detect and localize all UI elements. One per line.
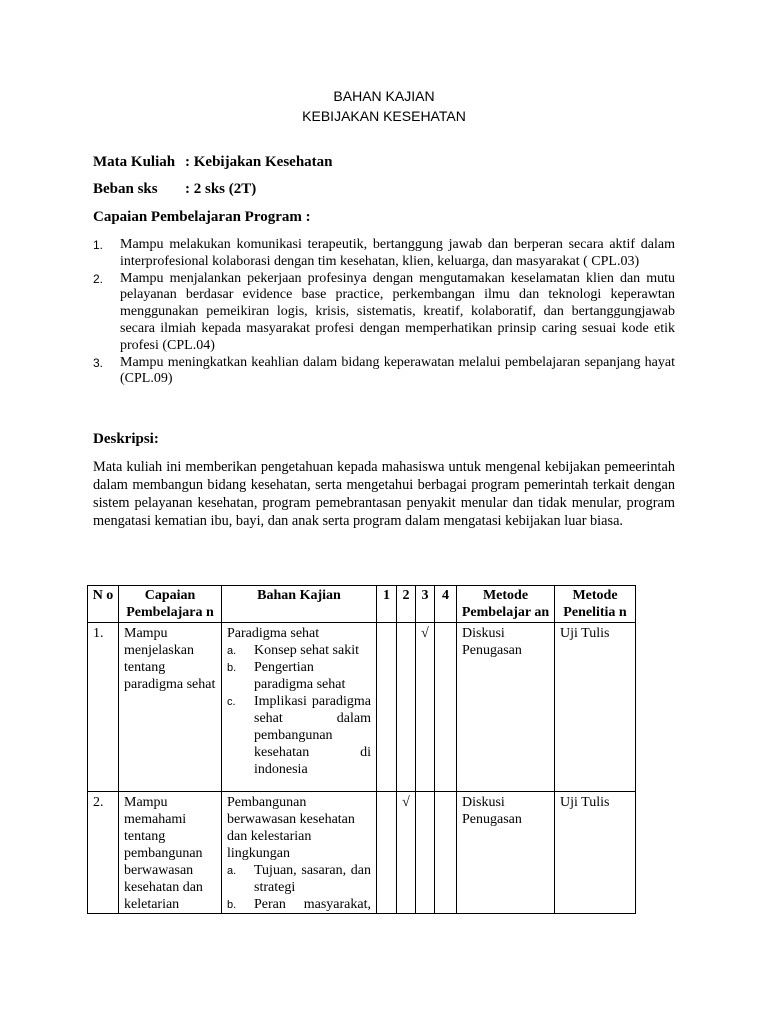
sub-item-letter: b. [227, 899, 237, 911]
sub-item-letter: a. [227, 865, 237, 877]
sub-item-letter: c. [227, 696, 236, 708]
bahan-sub-item [227, 896, 371, 913]
sub-item-text: Pengertian paradigma sehat [254, 660, 346, 692]
bahan-sub-item [227, 659, 371, 693]
header-col-2: 2 [397, 586, 416, 623]
bahan-kajian-table [87, 585, 636, 914]
sub-item-text: Peran masyarakat, [254, 897, 371, 912]
cpl-item [93, 237, 675, 271]
bahan-sub-item [227, 642, 371, 659]
cell-col-1 [377, 623, 397, 792]
cpl-item-number: 1. [93, 238, 104, 252]
cell-col-3 [416, 792, 435, 914]
course-name-label: Mata Kuliah [93, 154, 176, 170]
cell-col-1 [377, 792, 397, 914]
sub-item-letter: b. [227, 662, 237, 674]
cpl-heading: Capaian Pembelajaran Program : [93, 209, 311, 225]
cpl-item [93, 355, 675, 389]
cpl-item-text: Mampu melakukan komunikasi terapeutik, bertanggung jawab dan berperan secara aktif dalam interprofesional kolaborasi dengan tim kesehatan, klien, keluarga, dan masyarakat ( CPL.03) [120, 237, 675, 269]
cell-no: 2. [88, 792, 119, 914]
course-credits-row [93, 181, 257, 198]
description-heading: Deskripsi: [93, 431, 159, 447]
cpl-list [93, 237, 675, 388]
sub-item-text: Konsep sehat sakit [254, 643, 359, 658]
cpl-item [93, 271, 675, 355]
document-subtitle: KEBIJAKAN KESEHATAN [302, 108, 466, 124]
header-metode-penelitian: Metode Penelitia n [555, 586, 636, 623]
cell-bahan-kajian [222, 623, 377, 792]
header-no: N o [88, 586, 119, 623]
course-name-row [93, 154, 333, 171]
header-bahan-kajian: Bahan Kajian [222, 586, 377, 623]
bahan-sub-item [227, 862, 371, 896]
cell-no: 1. [88, 623, 119, 792]
header-col-1: 1 [377, 586, 397, 623]
sub-item-text: Tujuan, sasaran, dan strategi [254, 863, 371, 895]
cell-capaian: Mampu memahami tentang pembangunan berwawasan kesehatan dan keletarian [119, 792, 222, 914]
header-metode-pembelajaran: Metode Pembelajar an [457, 586, 555, 623]
cell-col-4 [435, 792, 457, 914]
cpl-item-number: 2. [93, 271, 104, 286]
sub-item-letter: a. [227, 645, 237, 657]
bahan-sub-item [227, 693, 371, 778]
document-title: BAHAN KAJIAN [333, 88, 435, 104]
header-capaian: Capaian Pembelajara n [119, 586, 222, 623]
cell-col-2 [397, 623, 416, 792]
table-row [88, 623, 636, 792]
course-credits-label: Beban sks [93, 181, 158, 197]
cell-col-2: √ [397, 792, 416, 914]
course-credits-value: : 2 sks (2T) [185, 181, 257, 197]
cell-metode-penelitian: Uji Tulis [555, 792, 636, 914]
header-col-3: 3 [416, 586, 435, 623]
header-col-4: 4 [435, 586, 457, 623]
bahan-intro: Paradigma sehat [227, 626, 320, 641]
sub-item-text: Implikasi paradigma sehat dalam pembangunan kesehatan di indonesia [254, 694, 371, 777]
table-row [88, 792, 636, 914]
cpl-item-text: Mampu meningkatkan keahlian dalam bidang keperawatan melalui pembelajaran sepanjang hayat (CPL.09) [120, 354, 675, 387]
cell-metode-pembelajaran: Diskusi Penugasan [457, 792, 555, 914]
table-header-row [88, 586, 636, 623]
bahan-intro: Pembangunan berwawasan kesehatan dan kelestarian lingkungan [227, 795, 355, 861]
course-name-value: : Kebijakan Kesehatan [185, 154, 333, 170]
cell-bahan-kajian [222, 792, 377, 914]
cell-col-3: √ [416, 623, 435, 792]
cell-col-4 [435, 623, 457, 792]
cell-metode-pembelajaran: Diskusi Penugasan [457, 623, 555, 792]
cpl-item-text: Mampu menjalankan pekerjaan profesinya dengan mengutamakan keselamatan klien dan mutu pelayanan berdasar evidence base practice, perkembangan ilmu dan teknologi keperawtan menggunakan pemeikiran logis, krisis, sistematis, kreatif, kolaboratif, dan bertanggungjawab secara ilmiah kepada masyarakat profesi dengan memperhatikan prinsip caring sesuai kode etik profesi (CPL.04) [120, 270, 675, 353]
cell-metode-penelitian: Uji Tulis [555, 623, 636, 792]
cell-capaian: Mampu menjelaskan tentang paradigma sehat [119, 623, 222, 792]
description-text: Mata kuliah ini memberikan pengetahuan kepada mahasiswa untuk mengenal kebijakan pemeerintah dalam membangun bidang kesehatan, serta mengetahui berbagai program pemerintah terkait dengan sistem pelayanan kesehatan, program pemebrantasan penyakit menular dan tidak menular, program mengatasi kematian ibu, bayi, dan anak serta program dalam mengatasi kebijakan luar biasa. [93, 459, 675, 529]
cpl-item-number: 3. [93, 355, 104, 370]
